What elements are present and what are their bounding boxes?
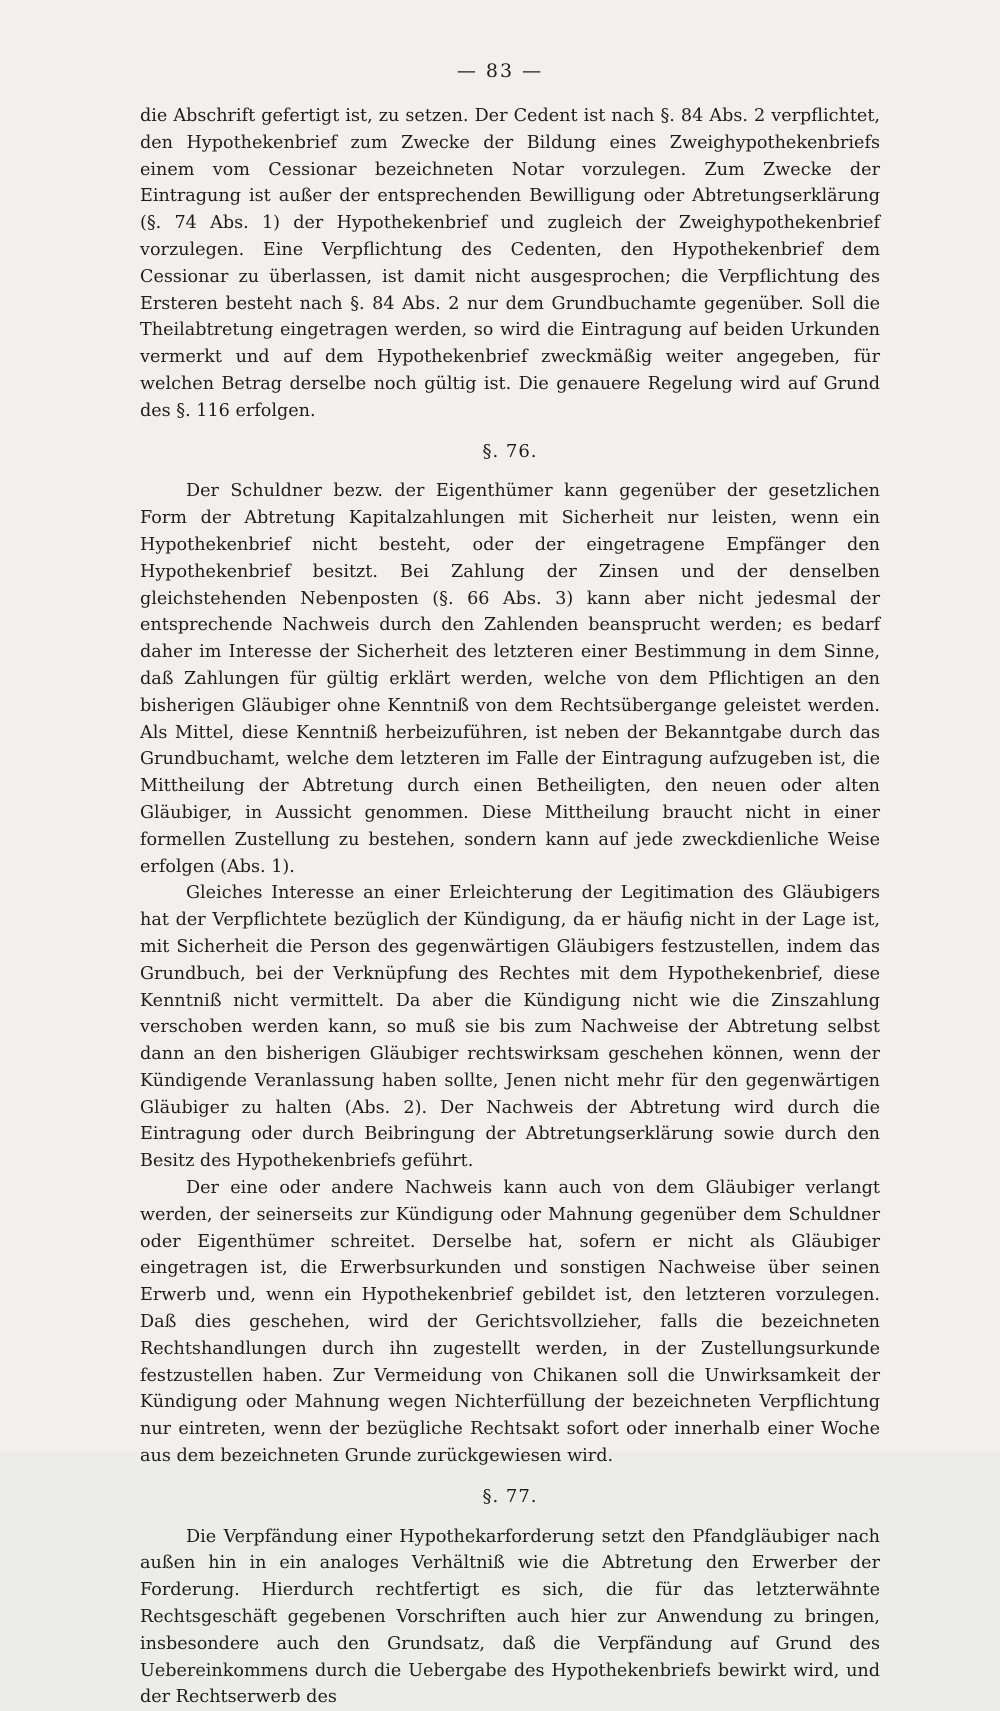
paragraph-termination: Gleiches Interesse an einer Erleichterung der Legitimation des Gläubigers hat der Verpflichtete bezüglich der Kündigung, da er häufig nicht in der Lage ist, mit Sicherheit die Person des gegenwärtigen Gläubigers festzustellen, indem das Grundbuch, bei der Verknüpfung des Rechtes mit dem Hypothekenbrief, diese Kenntniß nicht vermittelt. Da aber die Kündigung nicht wie die Zinszahlung verschoben werden kann, so muß sie bis zum Nachweise der Abtretung selbst dann an den bisherigen Gläubiger rechtswirksam geschehen können, wenn der Kündigende Veranlassung haben sollte, Jenen nicht mehr für den gegenwärtigen Gläubiger zu halten (Abs. 2). Der Nachweis der Abtretung wird durch die Eintragung oder durch Beibringung der Abtretungserklärung sowie durch den Besitz des Hypothekenbriefs geführt. <box>140 883 880 1172</box>
page-number: — 83 — <box>456 60 544 82</box>
section-heading-76: §. 76. <box>482 440 538 462</box>
body-text <box>140 103 880 1711</box>
paragraph-continuation: die Abschrift gefertigt ist, zu setzen. Der Cedent ist nach §. 84 Abs. 2 verpflichtet, den Hypothekenbrief zum Zwecke der Bildung eines Zweighypothekenbriefs einem vom Cessionar bezeichneten Notar vorzulegen. Zum Zwecke der Eintragung ist außer der entsprechenden Bewilligung oder Abtretungserklärung (§. 74 Abs. 1) der Hypothekenbrief und zugleich der Zweighypothekenbrief vorzulegen. Eine Verpflichtung des Cedenten, den Hypothekenbrief dem Cessionar zu überlassen, ist damit nicht ausgesprochen; die Verpflichtung des Ersteren besteht nach §. 84 Abs. 2 nur dem Grundbuchamte gegenüber. Soll die Theilabtretung eingetragen werden, so wird die Eintragung auf beiden Urkunden vermerkt und auf dem Hypothekenbrief zweckmäßig weiter angegeben, für welchen Betrag derselbe noch gültig ist. Die genauere Regelung wird auf Grund des §. 116 erfolgen. <box>140 106 880 421</box>
paragraph-debtor-payments: Der Schuldner bezw. der Eigenthümer kann gegenüber der gesetzlichen Form der Abtretung Kapitalzahlungen mit Sicherheit nur leisten, wenn ein Hypothekenbrief nicht besteht, oder der eingetragene Empfänger den Hypothekenbrief besitzt. Bei Zahlung der Zinsen und der denselben gleichstehenden Nebenposten (§. 66 Abs. 3) kann aber nicht jedesmal der entsprechende Nachweis durch den Zahlenden beansprucht werden; es bedarf daher im Interesse der Sicherheit des letzteren einer Bestimmung in dem Sinne, daß Zahlungen für gültig erklärt werden, welche von dem Pflichtigen an den bisherigen Gläubiger ohne Kenntniß von dem Rechtsübergange geleistet werden. Als Mittel, diese Kenntniß herbeizuführen, ist neben der Bekanntgabe durch das Grundbuchamt, welche dem letzteren im Falle der Eintragung aufzugeben ist, die Mittheilung der Abtretung durch einen Betheiligten, den neuen oder alten Gläubiger, in Aussicht genommen. Diese Mittheilung braucht nicht in einer formellen Zustellung zu bestehen, sondern kann auf jede zweckdienliche Weise erfolgen (Abs. 1). <box>140 481 880 877</box>
section-heading-77: §. 77. <box>482 1485 538 1507</box>
paragraph-proof: Der eine oder andere Nachweis kann auch von dem Gläubiger verlangt werden, der seinerseits zur Kündigung oder Mahnung gegenüber dem Schuldner oder Eigenthümer schreitet. Derselbe hat, sofern er nicht als Gläubiger eingetragen ist, die Erwerbsurkunden und sonstigen Nachweise über seinen Erwerb und, wenn ein Hypothekenbrief gebildet ist, den letzteren vorzulegen. Daß dies geschehen, wird der Gerichtsvollzieher, falls die bezeichneten Rechtshandlungen durch ihn zugestellt werden, in der Zustellungsurkunde festzustellen haben. Zur Vermeidung von Chikanen soll die Unwirksamkeit der Kündigung oder Mahnung wegen Nichterfüllung der bezeichneten Verpflichtung nur eintreten, wenn der bezügliche Rechtsakt sofort oder innerhalb einer Woche aus dem bezeichneten Grunde zurückgewiesen wird. <box>140 1178 880 1467</box>
paragraph-pledge: Die Verpfändung einer Hypothekarforderung setzt den Pfandgläubiger nach außen hin in ein analoges Verhältniß wie die Abtretung den Erwerber der Forderung. Hierdurch rechtfertigt es sich, die für das letzterwähnte Rechtsgeschäft gegebenen Vorschriften auch hier zur Anwendung zu bringen, insbesondere auch den Grundsatz, daß die Verpfändung auf Grund des Uebereinkommens durch die Uebergabe des Hypothekenbriefs bewirkt wird, und der Rechtserwerb des <box>140 1526 880 1708</box>
